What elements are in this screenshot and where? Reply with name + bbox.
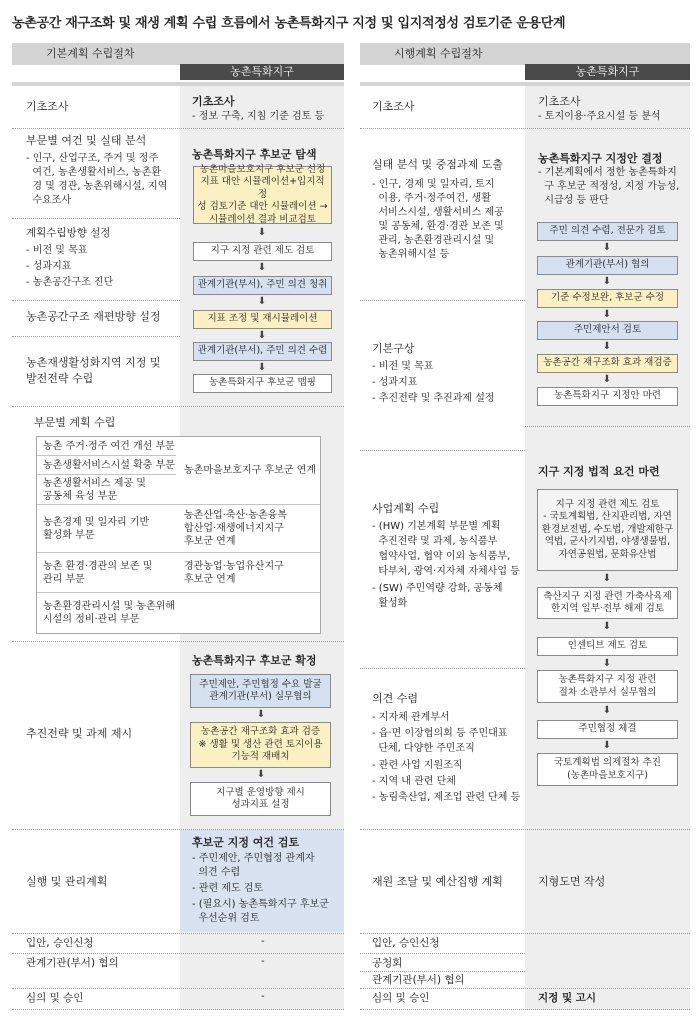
decide-sub: 시급성 등 판단 [538,195,609,206]
left-tail-value: - [261,991,265,1002]
separator [360,1009,690,1010]
sectoral-link: 경관농업·농업유산지구 후보군 연계 [176,553,320,593]
separator [12,218,180,219]
left-s5-label1: 농촌재생활성화지역 지정 및 [26,356,161,369]
sectoral-row: 농촌환경관리시설 및 농촌위해 시설의 정비·관리 부문 [43,601,175,625]
arrow-down-icon: ⬇ [602,341,612,352]
right-s1-sub: - 토지이용·주요시설 등 분석 [538,111,661,122]
left-tail-label: 입안, 승인신청 [26,937,94,949]
review-heading: 후보군 지정 여건 검토 [192,836,300,849]
sectoral-link: 농촌산업·축산·농촌융복 합산업·재생에너지지구 후보군 연계 [176,505,320,553]
left-s3-bullet-2: - 농촌공간구조 진단 [26,277,114,288]
arrow-down-icon: ⬇ [602,573,612,584]
separator [12,128,344,129]
right-s3-bullet: - 추진전략 및 추진과제 설정 [372,393,495,404]
right-s5-bullet: - 관련 사업 지원조직 [372,760,463,771]
separator [12,406,344,407]
cand-box-1-line: 시뮬레이션 결과 비교검토 [209,213,316,225]
cand-box-4: 지표 조정 및 재시뮬레이션 [193,310,332,329]
right-s4-bullet: - (HW) 기본계획 부문별 계획 [372,521,501,532]
arrow-down-icon: ⬇ [256,709,266,720]
left-s5-label2: 발전전략 수립 [26,372,94,385]
right-tail-value: 지정 및 고시 [538,992,597,1004]
decide-box-2: 관계기관(부서) 협의 [537,256,678,275]
arrow-down-icon: ⬇ [257,227,267,238]
right-s6-label: 재원 조달 및 예산집행 계획 [372,875,503,888]
arrow-down-icon: ⬇ [257,296,267,307]
right-s2-bullet: 관리, 농촌환경관리시설 및 [372,235,495,246]
right-s2-bullet: 이용, 주거·정주여건, 생활 [372,193,491,204]
right-s4-bullet: - (SW) 주민역량 강화, 공동체 [372,583,503,594]
decide-sub: - 기본계획에서 정한 농촌특화지 [538,167,677,178]
diagram-title: 농촌공간 재구조화 및 재생 계획 수립 흐름에서 농촌특화지구 지정 및 입지적정성 검토기준 운용단계 [12,16,566,31]
right-s2-bullet: - 인구, 경제 및 일자리, 토지 [372,179,495,190]
separator [360,988,690,989]
sectoral-link-empty [176,593,320,633]
arrow-down-icon: ⬇ [257,262,267,273]
confirm-box-1: 주민제안, 주민협정 수요 발굴 관계기관(부서) 실무협의 [190,674,331,708]
right-s5-bullet: - 지자체 관계부서 [372,712,450,723]
cand-box-1-line: 농촌마을보호지구 후보군 선정 [199,163,326,175]
right-s2-bullet: 및 공동체, 환경·경관 보존 및 [372,221,504,232]
arrow-down-icon: ⬇ [602,242,612,253]
left-subheader: 농촌특화지구 [180,64,344,80]
legal-box-5: 주민협정 체결 [537,720,678,739]
sectoral-link: 농촌마을보호지구 후보군 연계 [176,437,320,505]
separator [12,336,180,337]
left-header: 기본계획 수립절차 [12,43,344,65]
legal-box-4: 농촌특화지구 지정 관련 절차 소관부서 실무협의 [537,670,678,703]
review-bullet: - 주민제안, 주민협정 관계자 [192,853,315,864]
right-s2-bullet: 농촌위해시설 등 [372,249,450,260]
right-s6-value: 지형도면 작성 [538,875,606,888]
right-header: 시행계획 수립절차 [360,43,690,65]
left-tail-label: 관계기관(부서) 협의 [26,957,119,969]
left-tail-value: - [261,936,265,947]
separator [12,953,344,954]
separator [12,988,344,989]
right-subheader: 농촌특화지구 [525,64,690,80]
right-s1-heading: 기초조사 [538,95,581,108]
review-bullet: 우선순위 검토 [192,913,260,924]
sectoral-row: 농촌 환경·경관의 보존 및 관리 부문 [37,553,177,593]
left-s2-bullet-0: - 인구, 산업구조, 주거 및 정주 [26,153,159,164]
left-s7-label: 추진전략 및 과제 제시 [26,727,133,740]
right-s4-bullet: 타부처, 광역·지자체 자체사업 등 [372,566,520,577]
arrow-down-icon: ⬇ [602,276,612,287]
confirm-box-3: 지구별 운영방향 제시 성과지표 설정 [190,782,331,816]
decide-box-1: 주민 의견 수렴, 전문가 검토 [537,222,678,241]
legal-box-3: 인센티브 제도 검토 [537,637,678,656]
confirm-box-2: 농촌공간 재구조화 효과 검증 ※ 생활 및 생산 관련 토지이용 기능적 재배치 [190,722,331,768]
separator [525,426,690,427]
arrow-down-icon: ⬇ [602,621,612,632]
cand-box-2: 지구 지정 관련 제도 검토 [193,242,332,261]
right-tail-label: 심의 및 승인 [372,992,430,1004]
left-s3-label: 계획수립방향 설정 [26,227,111,239]
review-bullet: - 관련 제도 검토 [192,883,264,894]
legal-box-1: 지구 지정 관련 제도 검토 - 국토계획법, 산지관리법, 자연 환경보전법, 수도법, 개발제한구 역법, 군사기지법, 야생생물법, 자연공원법, 문화유산법 [537,489,678,571]
right-s4-bullet: 협약사업, 협약 이외 농식품부, [372,551,511,562]
sectoral-list [36,436,178,634]
arrow-down-icon: ⬇ [602,374,612,385]
separator [360,450,525,451]
arrow-down-icon: ⬇ [602,658,612,669]
right-s5-label: 의견 수렴 [372,692,419,705]
cand-box-3: 관계기관(부서), 주민 의견 청취 [193,276,332,295]
cand-box-1 [193,163,332,225]
sectoral-row: 농촌경제 및 일자리 기반 활성화 부문 [37,505,177,553]
decide-sub: 구 후보군 적정성, 지정 가능성, [538,181,680,192]
separator [12,300,180,301]
separator [360,971,525,972]
right-s5-bullet: - 읍·면 이장협의회 등 주민대표 [372,728,508,739]
arrow-down-icon: ⬇ [602,705,612,716]
right-s5-bullet: 단체, 다양한 주민조직 [372,743,475,754]
right-s3-bullet: - 성과지표 [372,377,418,388]
cand-box-1-line: 지표 대안 시뮬레이션+입지적정 [200,176,325,200]
review-bullet: 의견 수렴 [192,867,241,878]
right-s5-bullet: - 지역 내 관련 단체 [372,776,456,787]
left-s1-label: 기초조사 [26,100,69,113]
left-s1-sub: - 정보 구축, 지침 기준 검토 등 [192,111,325,122]
left-s3-bullet-0: - 비전 및 목표 [26,245,88,256]
cand-box-5: 관계기관(부서), 주민 의견 수렴 [193,342,332,361]
legal-box-2: 축산지구 지정 관련 가축사육제 한지역 일부·전부 해제 검토 [537,587,678,619]
right-s2-label: 실태 분석 및 중점과제 도출 [372,158,503,171]
right-s2-bullet: 서비스시설, 생활서비스 제공 [372,207,504,218]
separator [360,300,525,301]
confirm-heading: 농촌특화지구 후보군 확정 [192,654,317,667]
left-tail-label: 심의 및 승인 [26,992,84,1004]
right-s4-bullet: 추진전략 및 과제, 농식품부 [372,536,498,547]
right-s1-label: 기초조사 [372,100,415,113]
legal-heading: 지구 지정 법적 요건 마련 [538,465,660,478]
separator [12,933,344,934]
arrow-down-icon: ⬇ [256,769,266,780]
arrow-down-icon: ⬇ [602,740,612,751]
left-s4-label: 농촌공간구조 재편방향 설정 [26,310,161,323]
left-s2-bullet-2: 경 및 경관, 농촌위해시설, 지역 [26,181,168,192]
decide-box-3: 기준 수정보완, 후보군 수정 [537,289,678,308]
arrow-down-icon: ⬇ [257,330,267,341]
right-tail-label: 입안, 승인신청 [372,937,440,949]
separator [360,668,525,669]
sectoral-row: 농촌 주거·정주 여건 개선 부문 [37,437,177,456]
separator [360,933,690,934]
arrow-down-icon: ⬇ [257,362,267,373]
left-s6-label: 부문별 계획 수립 [34,416,116,429]
decide-box-5: 농촌공간 재구조화 효과 재검증 [537,354,678,373]
left-s8-label: 실행 및 관리계획 [26,875,108,888]
separator [360,953,525,954]
sectoral-link-list [176,436,321,634]
decide-box-6: 농촌특화지구 지정안 마련 [537,387,678,406]
right-tail-label: 관계기관(부서) 협의 [372,974,465,986]
left-s2-bullet-3: 수요조사 [26,195,71,206]
separator [360,128,690,129]
left-s1-heading: 기초조사 [192,95,235,108]
sectoral-row: 농촌생활서비스시설 확충 부문 [37,456,177,475]
separator [12,1009,344,1010]
legal-box-6: 국토계획법 의제절차 추진 (농촌마을보호지구) [537,753,678,786]
right-s4-bullet: 활성화 [372,598,408,609]
left-s3-bullet-1: - 성과지표 [26,261,72,272]
arrow-down-icon: ⬇ [602,309,612,320]
right-tail-label: 공청회 [372,957,403,969]
review-bullet: - (필요시) 농촌특화지구 후보군 [192,899,329,910]
cand-box-1-line: 성 검토기준 대안 시뮬레이션 → [197,201,328,213]
right-s3-label: 기본구상 [372,342,415,355]
left-s2-label: 부문별 여건 및 실태 분석 [26,134,147,147]
cand-box-6: 농촌특화지구 후보군 맵핑 [193,374,332,393]
right-s3-bullet: - 비전 및 목표 [372,361,434,372]
decide-heading: 농촌특화지구 지정안 결정 [538,152,663,165]
left-s2-bullet-1: 여건, 농촌생활서비스, 농촌환 [26,167,161,178]
left-tail-value: - [261,956,265,967]
sectoral-row: 농촌생활서비스 제공 및 공동체 육성 부문 [37,475,177,505]
separator [12,641,344,642]
decide-box-4: 주민제안서 검토 [537,321,678,340]
right-s5-bullet: - 농림축산업, 제조업 관련 단체 등 [372,792,521,803]
separator [360,829,690,830]
cand-heading: 농촌특화지구 후보군 탐색 [192,148,317,161]
right-s4-label: 사업계획 수립 [372,502,440,515]
